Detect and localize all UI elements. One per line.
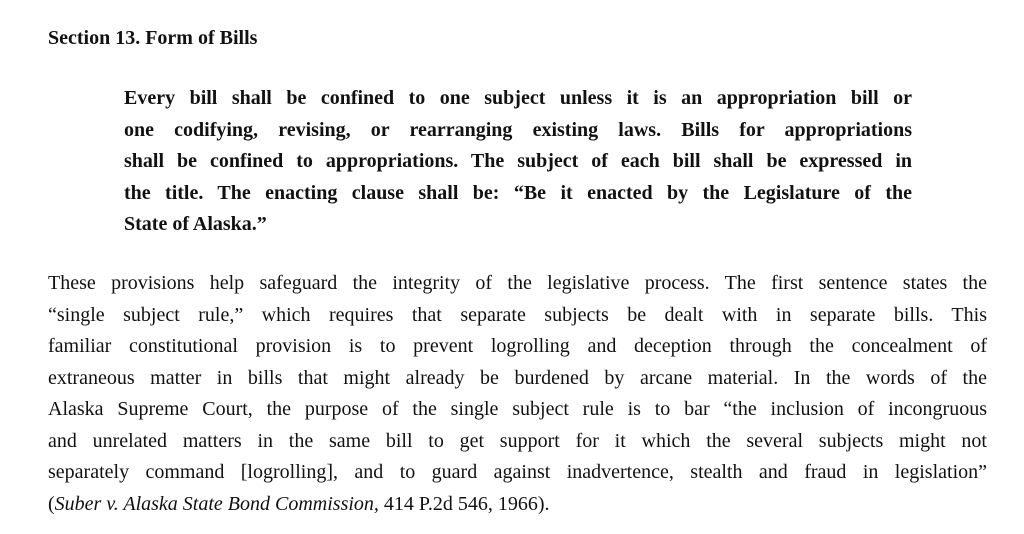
commentary-line: familiar constitutional provision is to prevent logrolling and deception through the concealment of xyxy=(48,335,987,357)
citation-open-paren: ( xyxy=(48,492,55,515)
quote-line: the title. The enacting clause shall be: “Be it enacted by the Legislature of the xyxy=(124,181,912,204)
quote-line: one codifying, revising, or rearranging existing laws. Bills for appropriations xyxy=(124,118,912,141)
commentary-paragraph xyxy=(48,268,987,520)
quote-line: shall be confined to appropriations. The subject of each bill shall be expressed in xyxy=(124,150,912,172)
commentary-line: Alaska Supreme Court, the purpose of the single subject rule is to bar “the inclusion of incongruous xyxy=(48,398,987,420)
section-heading: Section 13. Form of Bills xyxy=(48,27,258,49)
commentary-line: These provisions help safeguard the integrity of the legislative process. The first sentence states the xyxy=(48,272,987,294)
constitutional-text-quote xyxy=(124,83,912,241)
commentary-line: extraneous matter in bills that might already be burdened by arcane material. In the words of the xyxy=(48,366,987,389)
case-reference: 414 P.2d 546, 1966). xyxy=(378,492,550,515)
quote-line: Every bill shall be confined to one subject unless it is an appropriation bill or xyxy=(124,87,912,109)
case-name: Suber v. Alaska State Bond Commission, xyxy=(54,492,379,515)
commentary-line: “single subject rule,” which requires that separate subjects be dealt with in separate bills. This xyxy=(48,303,987,326)
commentary-line: separately command [logrolling], and to guard against inadvertence, stealth and fraud in legislation” xyxy=(48,461,987,483)
quote-line: State of Alaska.” xyxy=(124,213,267,235)
case-citation-line xyxy=(48,489,987,521)
commentary-line: and unrelated matters in the same bill to get support for it which the several subjects might not xyxy=(48,429,987,452)
